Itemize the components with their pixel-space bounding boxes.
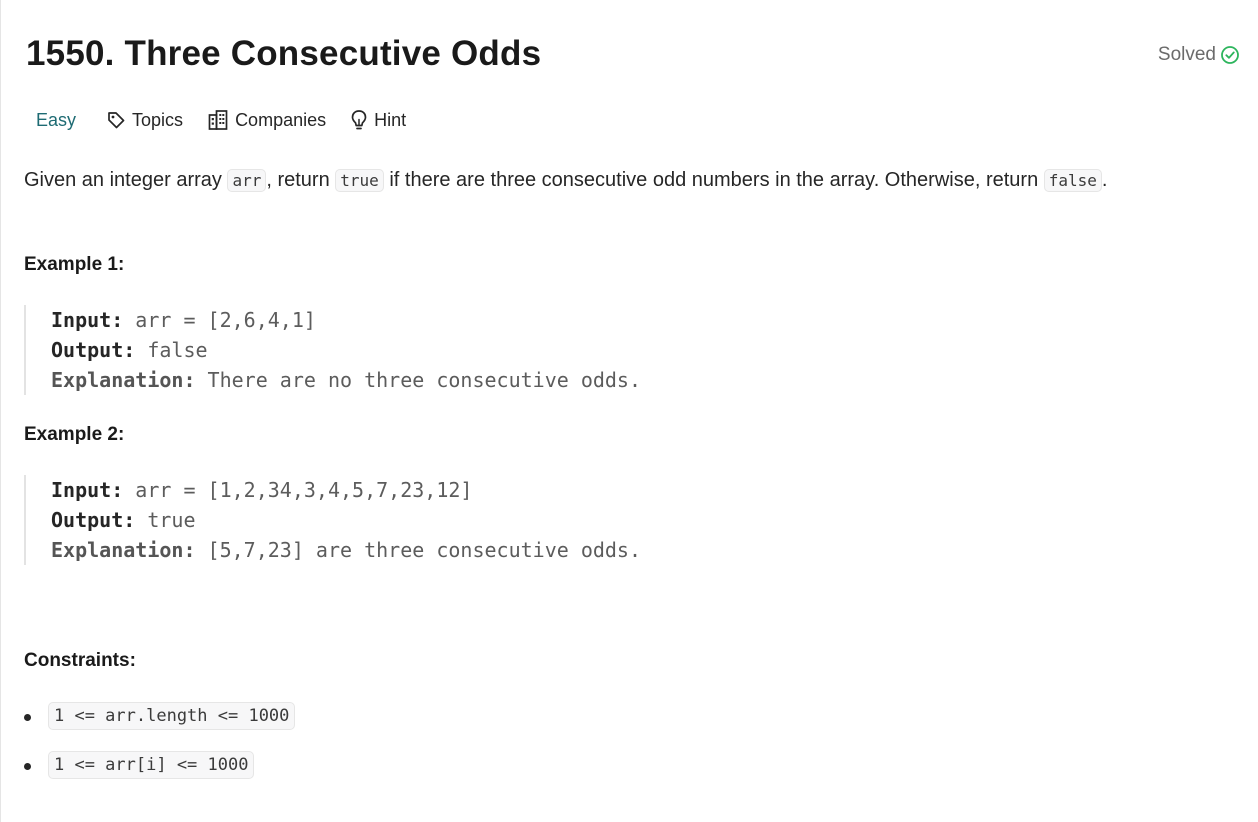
building-icon bbox=[207, 109, 229, 131]
companies-label: Companies bbox=[235, 109, 327, 130]
statement-text-1: Given an integer array bbox=[24, 169, 228, 191]
topics-label: Topics bbox=[132, 109, 184, 130]
constraints-heading: Constraints: bbox=[24, 650, 136, 671]
inline-code-true: true bbox=[335, 169, 384, 192]
example-2-heading: Example 2: bbox=[24, 424, 125, 445]
problem-statement bbox=[24, 166, 1107, 195]
example-2-output-label: Output: bbox=[51, 508, 136, 532]
example-2-explanation-value: [5,7,23] are three consecutive odds. bbox=[195, 538, 642, 562]
solved-status bbox=[1158, 44, 1240, 66]
statement-text-2: , return bbox=[266, 169, 336, 191]
example-1-input-value: arr = [2,6,4,1] bbox=[123, 308, 316, 332]
example-2-input-label: Input: bbox=[51, 478, 124, 502]
constraints-list bbox=[24, 702, 295, 800]
example-1-heading: Example 1: bbox=[24, 254, 125, 275]
constraint-item bbox=[24, 702, 295, 751]
hint-label: Hint bbox=[374, 109, 407, 130]
lightbulb-icon bbox=[350, 109, 368, 131]
statement-text-4: . bbox=[1101, 169, 1108, 191]
example-2-output-value: true bbox=[135, 508, 196, 532]
example-1-output-value: false bbox=[135, 338, 208, 362]
inline-code-arr: arr bbox=[227, 169, 266, 192]
panel-left-border bbox=[0, 0, 1, 822]
bullet-dot bbox=[24, 714, 31, 721]
constraint-code: 1 <= arr[i] <= 1000 bbox=[48, 751, 254, 779]
example-2-explanation-label: Explanation: bbox=[51, 538, 196, 562]
example-2-input-value: arr = [1,2,34,3,4,5,7,23,12] bbox=[123, 478, 473, 502]
hint-button[interactable] bbox=[350, 109, 406, 131]
constraint-code: 1 <= arr.length <= 1000 bbox=[48, 702, 295, 730]
problem-tags-row bbox=[24, 104, 430, 136]
example-1-input-label: Input: bbox=[51, 308, 124, 332]
title-row bbox=[24, 30, 1240, 80]
difficulty-badge[interactable]: Easy bbox=[36, 109, 77, 130]
companies-button[interactable] bbox=[207, 109, 326, 131]
bullet-dot bbox=[24, 763, 31, 770]
example-2-block bbox=[24, 475, 641, 565]
statement-text-3: if there are three consecutive odd numbers in the array. Otherwise, return bbox=[383, 169, 1044, 191]
example-1-block bbox=[24, 305, 641, 395]
example-1-explanation-value: There are no three consecutive odds. bbox=[195, 368, 642, 392]
problem-title[interactable]: 1550. Three Consecutive Odds bbox=[26, 34, 542, 73]
example-1-explanation-label: Explanation: bbox=[51, 368, 196, 392]
constraint-item bbox=[24, 751, 295, 800]
tag-icon bbox=[106, 110, 126, 130]
check-circle-icon bbox=[1220, 45, 1240, 65]
inline-code-false: false bbox=[1044, 169, 1102, 192]
topics-button[interactable] bbox=[106, 110, 183, 131]
example-1-output-label: Output: bbox=[51, 338, 136, 362]
solved-label: Solved bbox=[1157, 44, 1216, 65]
